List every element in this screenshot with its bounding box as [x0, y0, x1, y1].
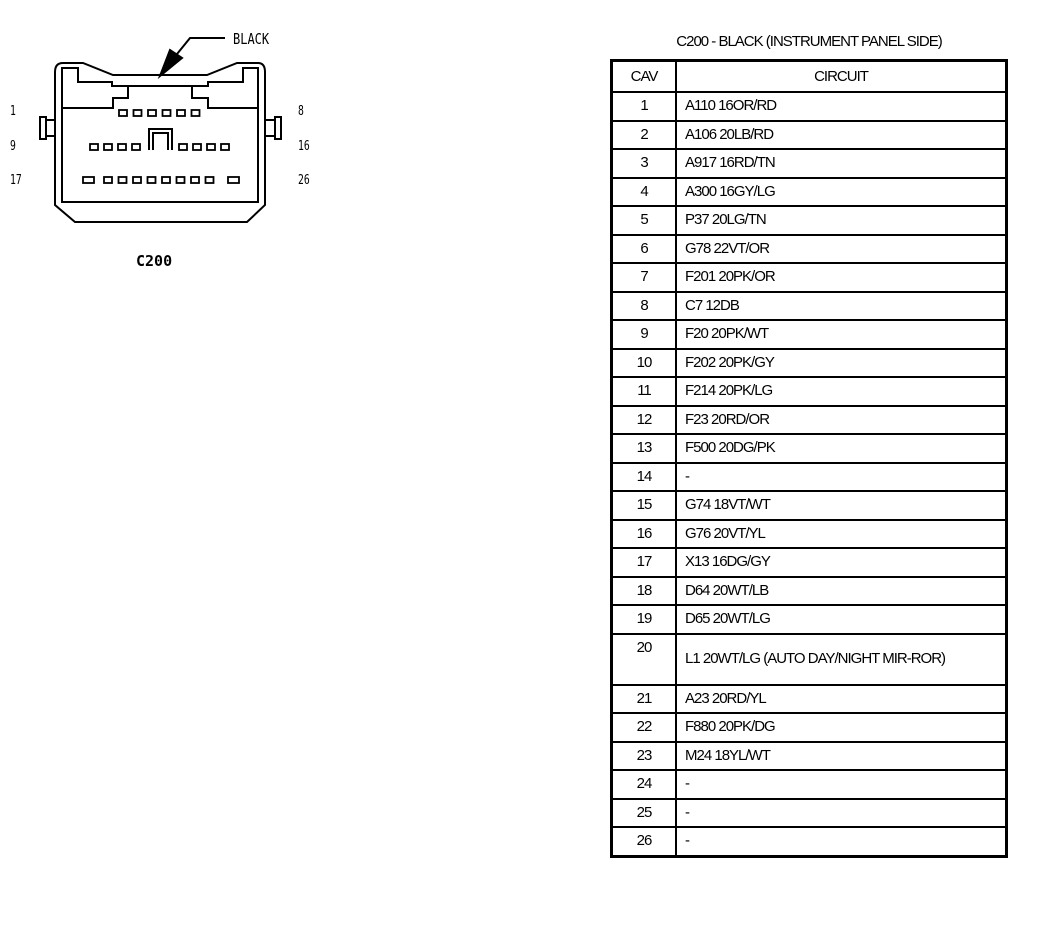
table-row — [612, 463, 1007, 492]
cav-cell: 14 — [612, 463, 677, 492]
table-row — [612, 577, 1007, 606]
cav-cell: 7 — [612, 263, 677, 292]
pin-cavity — [191, 177, 199, 183]
pinout-table — [610, 59, 1008, 858]
table-row — [612, 235, 1007, 264]
circuit-cell: - — [676, 799, 1007, 828]
cav-cell: 4 — [612, 178, 677, 207]
cav-cell: 17 — [612, 548, 677, 577]
pin-label: 8 — [298, 104, 304, 119]
circuit-cell: L1 20WT/LG (AUTO DAY/NIGHT MIR-ROR) — [676, 634, 1007, 685]
pin-cavity — [133, 177, 141, 183]
connector-name: C200 — [136, 252, 173, 270]
circuit-cell: F23 20RD/OR — [676, 406, 1007, 435]
pin-label: 1 — [10, 104, 16, 119]
right-latch — [275, 117, 281, 139]
arrow-head — [160, 50, 182, 76]
table-row — [612, 121, 1007, 150]
pin-cavity — [162, 177, 170, 183]
table-row — [612, 742, 1007, 771]
cav-cell: 10 — [612, 349, 677, 378]
cav-cell: 20 — [612, 634, 677, 685]
cav-cell: 18 — [612, 577, 677, 606]
cav-cell: 24 — [612, 770, 677, 799]
circuit-cell: F201 20PK/OR — [676, 263, 1007, 292]
pin-cavity — [207, 144, 215, 150]
circuit-cell: A917 16RD/TN — [676, 149, 1007, 178]
pin-cavity — [221, 144, 229, 150]
cav-cell: 13 — [612, 434, 677, 463]
circuit-cell: M24 18YL/WT — [676, 742, 1007, 771]
circuit-cell: A300 16GY/LG — [676, 178, 1007, 207]
cav-cell: 9 — [612, 320, 677, 349]
pin-cavity — [177, 110, 185, 116]
pin-label: 26 — [298, 173, 310, 188]
header-circuit: CIRCUIT — [676, 61, 1007, 93]
header-cav: CAV — [612, 61, 677, 93]
table-row — [612, 634, 1007, 685]
cav-cell: 16 — [612, 520, 677, 549]
table-row — [612, 799, 1007, 828]
circuit-cell: - — [676, 463, 1007, 492]
connector-color-label: BLACK — [233, 30, 270, 48]
table-row — [612, 548, 1007, 577]
left-latch — [40, 117, 46, 139]
cav-cell: 2 — [612, 121, 677, 150]
housing-body — [62, 108, 258, 202]
cav-cell: 3 — [612, 149, 677, 178]
table-row — [612, 292, 1007, 321]
pin-cavity — [119, 177, 127, 183]
pin-label: 16 — [298, 139, 310, 154]
circuit-cell: G76 20VT/YL — [676, 520, 1007, 549]
circuit-cell: - — [676, 770, 1007, 799]
pin-cavity — [148, 110, 156, 116]
cav-cell: 26 — [612, 827, 677, 856]
pin-cavity — [134, 110, 142, 116]
circuit-cell: P37 20LG/TN — [676, 206, 1007, 235]
cav-cell: 11 — [612, 377, 677, 406]
pin-cavity — [177, 177, 185, 183]
cav-cell: 21 — [612, 685, 677, 714]
pin-cavity — [193, 144, 201, 150]
cav-cell: 19 — [612, 605, 677, 634]
table-row — [612, 178, 1007, 207]
pin-cavity — [148, 177, 156, 183]
circuit-cell: F500 20DG/PK — [676, 434, 1007, 463]
pin-cavity — [192, 110, 200, 116]
cav-cell: 1 — [612, 92, 677, 121]
circuit-cell: G78 22VT/OR — [676, 235, 1007, 264]
circuit-cell: F202 20PK/GY — [676, 349, 1007, 378]
circuit-cell: F20 20PK/WT — [676, 320, 1007, 349]
cav-cell: 25 — [612, 799, 677, 828]
pin-label: 9 — [10, 139, 16, 154]
pin-cavity — [163, 110, 171, 116]
table-row — [612, 520, 1007, 549]
cav-cell: 23 — [612, 742, 677, 771]
circuit-cell: A110 16OR/RD — [676, 92, 1007, 121]
table-row — [612, 377, 1007, 406]
pin-cavity — [228, 177, 239, 183]
cav-cell: 22 — [612, 713, 677, 742]
table-row — [612, 605, 1007, 634]
cav-cell: 15 — [612, 491, 677, 520]
table-row — [612, 206, 1007, 235]
table-row — [612, 770, 1007, 799]
table-row — [612, 434, 1007, 463]
circuit-cell: F880 20PK/DG — [676, 713, 1007, 742]
table-row — [612, 149, 1007, 178]
circuit-cell: C7 12DB — [676, 292, 1007, 321]
pin-cavity — [118, 144, 126, 150]
connector-c200-diagram — [0, 0, 330, 280]
pin-cavity — [119, 110, 127, 116]
table-row — [612, 406, 1007, 435]
table-row — [612, 92, 1007, 121]
cav-cell: 8 — [612, 292, 677, 321]
circuit-cell: X13 16DG/GY — [676, 548, 1007, 577]
table-title: C200 - BLACK (INSTRUMENT PANEL SIDE) — [676, 33, 942, 50]
table-row — [612, 685, 1007, 714]
circuit-cell: F214 20PK/LG — [676, 377, 1007, 406]
center-key — [149, 129, 172, 150]
table-row — [612, 827, 1007, 856]
pin-cavity — [104, 144, 112, 150]
cav-cell: 6 — [612, 235, 677, 264]
pin-cavity — [132, 144, 140, 150]
cav-cell: 12 — [612, 406, 677, 435]
table-row — [612, 349, 1007, 378]
pin-cavity — [179, 144, 187, 150]
circuit-cell: D64 20WT/LB — [676, 577, 1007, 606]
circuit-cell: A23 20RD/YL — [676, 685, 1007, 714]
table-row — [612, 263, 1007, 292]
pin-cavity — [206, 177, 214, 183]
cav-cell: 5 — [612, 206, 677, 235]
pin-cavity — [83, 177, 94, 183]
table-row — [612, 713, 1007, 742]
pin-cavity — [90, 144, 98, 150]
circuit-cell: A106 20LB/RD — [676, 121, 1007, 150]
table-row — [612, 491, 1007, 520]
pin-cavity — [104, 177, 112, 183]
circuit-cell: - — [676, 827, 1007, 856]
circuit-cell: G74 18VT/WT — [676, 491, 1007, 520]
circuit-cell: D65 20WT/LG — [676, 605, 1007, 634]
table-row — [612, 320, 1007, 349]
pin-label: 17 — [10, 173, 22, 188]
